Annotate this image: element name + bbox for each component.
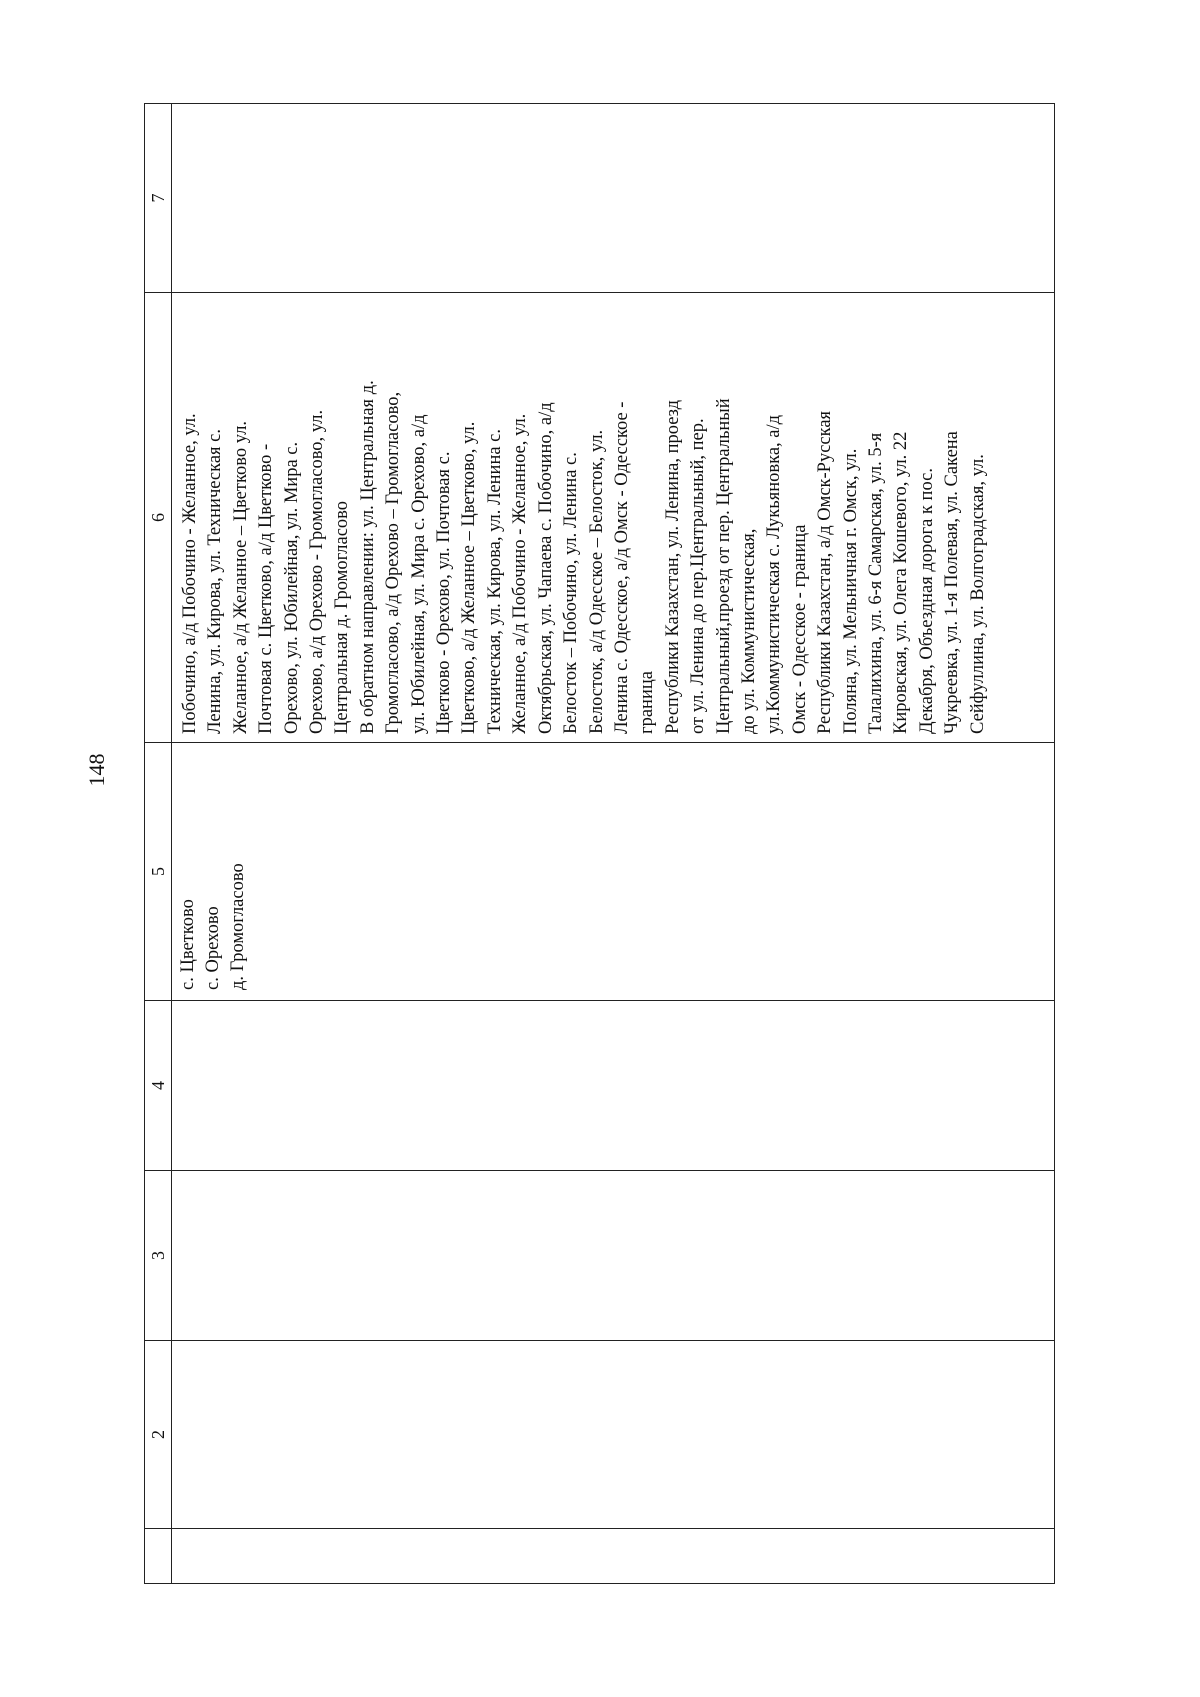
header-cell-3: 3 [145, 1171, 172, 1341]
rotated-table-container [144, 104, 1054, 1584]
body-cell-route [172, 293, 1055, 743]
header-row [145, 104, 172, 1584]
route-line: Орехово, а/д Орехово - Громогласово, ул. [307, 409, 328, 734]
header-cell-1 [145, 1529, 172, 1584]
route-line: Талалихина, ул. 6-я Самарская, ул. 5-я [865, 432, 886, 734]
route-line: Желанное, а/д Побочино - Желанное, ул. [510, 413, 531, 734]
settlement-line: с. Цветково [178, 899, 198, 990]
route-line: ул.Коммунистическая с. Лукьяновка, а/д [764, 414, 785, 734]
settlements-list [172, 743, 251, 1000]
route-line: Чукреевка, ул. 1-я Полевая, ул. Сакена [942, 431, 963, 734]
header-cell-6: 6 [145, 293, 172, 743]
settlement-line: д. Громогласово [228, 863, 248, 990]
route-line: Побочино, а/д Побочино - Желанное, ул. [180, 413, 200, 734]
route-line: Почтовая с. Цветково, а/д Цветково - [256, 443, 277, 734]
header-cell-4: 4 [145, 1001, 172, 1171]
route-line: Сейфуллина, ул. Волгоградская, ул. [967, 454, 988, 734]
header-cell-2: 2 [145, 1341, 172, 1529]
header-cell-7: 7 [145, 104, 172, 293]
route-line: Ленина, ул. Кирова, ул. Техническая с. [205, 428, 226, 734]
route-line: Омск - Одесское - граница [789, 524, 810, 734]
route-line: Ленина с. Одесское, а/д Омск - Одесское - [611, 401, 632, 734]
route-line: ул. Юбилейная, ул. Мира с. Орехово, а/д [408, 414, 429, 734]
route-table [144, 103, 1055, 1584]
header-cell-5: 5 [145, 743, 172, 1001]
route-line: Громогласово, а/д Орехово – Громогласово, [383, 391, 404, 734]
route-line: Орехово, ул. Юбилейная, ул. Мира с. [281, 441, 302, 734]
route-line: Декабря, Объездная дорога к пос. [916, 468, 937, 734]
route-line: Республики Казахстан, а/д Омск-Русская [815, 410, 836, 734]
page-number: 148 [84, 753, 109, 787]
route-line: Октябрьская, ул. Чапаева с. Побочино, а/д [535, 402, 556, 734]
body-cell-3 [172, 1171, 1055, 1341]
route-line: В обратном направлении: ул. Центральная д. [357, 380, 378, 734]
route-line: до ул. Коммунистическая, [738, 528, 759, 734]
body-cell-1 [172, 1529, 1055, 1584]
route-line: граница [637, 671, 658, 734]
route-line: Техническая, ул. Кирова, ул. Ленина с. [484, 428, 505, 734]
route-line: Поляна, ул. Мельничная г. Омск, ул. [840, 448, 861, 734]
route-line: Кировская, ул. Олега Кошевого, ул. 22 [891, 431, 912, 734]
route-line: Центральный,проезд от пер. Центральный [713, 398, 734, 734]
route-line: Белосток – Побочино, ул. Ленина с. [561, 452, 582, 734]
route-line: Центральная д. Громогласово [332, 500, 353, 734]
route-line: Белосток, а/д Одесское – Белосток, ул. [586, 429, 607, 734]
route-description [172, 293, 991, 742]
route-line: Республики Казахстан, ул. Ленина, проезд [662, 399, 683, 734]
route-line: Цветково - Орехово, ул. Почтовая с. [434, 451, 455, 734]
body-cell-4 [172, 1001, 1055, 1171]
body-cell-settlements [172, 743, 1055, 1001]
table-row [172, 104, 1055, 1584]
settlement-line: с. Орехово [203, 906, 223, 990]
body-cell-2 [172, 1341, 1055, 1529]
body-cell-7 [172, 104, 1055, 293]
route-line: от ул. Ленина до пер.Центральный, пер. [688, 418, 709, 734]
route-line: Цветково, а/д Желанное – Цветково, ул. [459, 421, 480, 734]
route-line: Желанное, а/д Желанное – Цветково ул. [230, 420, 251, 734]
